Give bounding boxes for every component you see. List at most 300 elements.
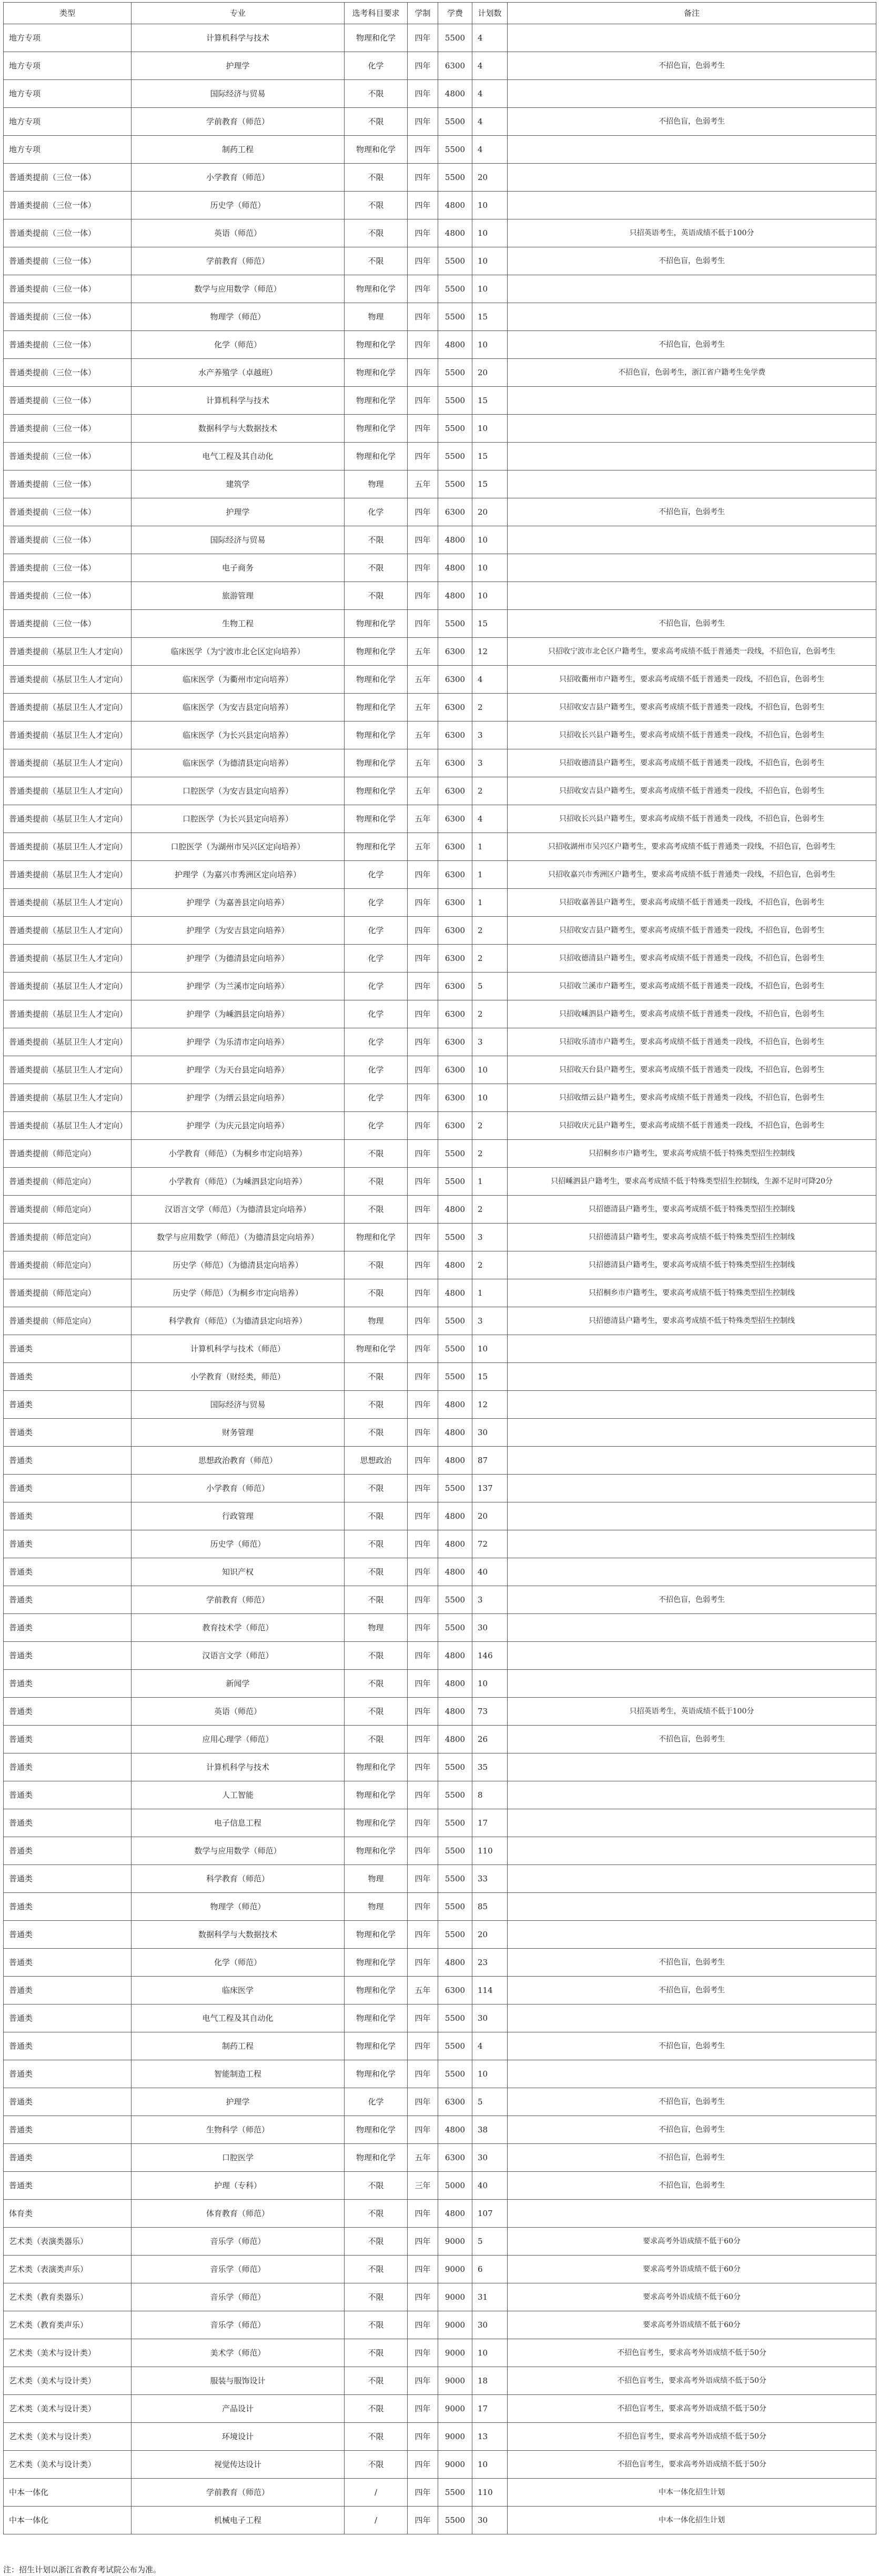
table-row: [4, 24, 876, 52]
cell-plan-count: 20: [472, 1502, 508, 1530]
cell-remarks: [508, 1837, 876, 1865]
cell-tuition: 4800: [438, 1642, 472, 1670]
cell-tuition: 5500: [438, 24, 472, 52]
cell-tuition: 6300: [438, 805, 472, 833]
table-row: [4, 108, 876, 136]
cell-subject-requirement: 物理和化学: [345, 275, 408, 303]
cell-type: 普通类: [4, 1502, 132, 1530]
cell-tuition: 4800: [438, 1502, 472, 1530]
cell-tuition: 5500: [438, 1363, 472, 1391]
table-row: [4, 1391, 876, 1419]
cell-type: 普通类: [4, 1726, 132, 1753]
cell-duration: 四年: [408, 1614, 438, 1642]
cell-remarks: [508, 2004, 876, 2032]
cell-subject-requirement: 物理和化学: [345, 1753, 408, 1781]
table-row: [4, 1224, 876, 1251]
cell-remarks: 不招色盲，色弱考生: [508, 1726, 876, 1753]
table-row: [4, 1502, 876, 1530]
cell-remarks: 不招色盲，色弱考生: [508, 108, 876, 136]
cell-plan-count: 23: [472, 1949, 508, 1977]
cell-type: 普通类提前（基层卫生人才定向）: [4, 861, 132, 889]
cell-plan-count: 110: [472, 1837, 508, 1865]
cell-duration: 四年: [408, 247, 438, 275]
cell-duration: 四年: [408, 582, 438, 610]
cell-tuition: 6300: [438, 638, 472, 666]
table-row: [4, 164, 876, 192]
cell-subject-requirement: 不限: [345, 1586, 408, 1614]
cell-plan-count: 4: [472, 805, 508, 833]
cell-remarks: 只招桐乡市户籍考生，要求高考成绩不低于特殊类型招生控制线: [508, 1140, 876, 1168]
header-plan-count: 计划数: [472, 3, 508, 24]
cell-subject-requirement: 物理: [345, 1614, 408, 1642]
cell-tuition: 5500: [438, 1475, 472, 1502]
cell-tuition: 5500: [438, 1893, 472, 1921]
cell-plan-count: 17: [472, 1809, 508, 1837]
cell-remarks: 只招收嘉兴市秀洲区户籍考生，要求高考成绩不低于普通类一段线，不招色盲，色弱考生: [508, 861, 876, 889]
cell-tuition: 6300: [438, 861, 472, 889]
cell-remarks: 不招色盲，色弱考生: [508, 1949, 876, 1977]
table-row: [4, 359, 876, 387]
header-duration: 学制: [408, 3, 438, 24]
cell-plan-count: 1: [472, 861, 508, 889]
cell-duration: 四年: [408, 2367, 438, 2395]
cell-plan-count: 10: [472, 219, 508, 247]
table-row: [4, 470, 876, 498]
cell-remarks: 只招收德清县户籍考生，要求高考成绩不低于普通类一段线，不招色盲，色弱考生: [508, 945, 876, 973]
cell-duration: 四年: [408, 80, 438, 108]
cell-type: 普通类提前（三位一体）: [4, 498, 132, 526]
cell-subject-requirement: 不限: [345, 108, 408, 136]
table-row: [4, 1893, 876, 1921]
cell-tuition: 9000: [438, 2228, 472, 2256]
cell-plan-count: 17: [472, 2395, 508, 2423]
cell-major: 科学教育（师范）（为德清县定向培养）: [132, 1307, 345, 1335]
cell-subject-requirement: 不限: [345, 2451, 408, 2479]
cell-major: 历史学（师范）: [132, 1530, 345, 1558]
cell-plan-count: 26: [472, 1726, 508, 1753]
table-header-row: [4, 3, 876, 24]
cell-type: 普通类提前（基层卫生人才定向）: [4, 721, 132, 749]
cell-duration: 四年: [408, 1000, 438, 1028]
cell-remarks: 不招色盲，色弱考生: [508, 1586, 876, 1614]
cell-duration: 四年: [408, 359, 438, 387]
cell-tuition: 5500: [438, 1781, 472, 1809]
cell-remarks: [508, 387, 876, 415]
table-row: [4, 52, 876, 80]
cell-duration: 四年: [408, 1196, 438, 1224]
cell-tuition: 4800: [438, 526, 472, 554]
cell-remarks: 不招色盲，色弱考生: [508, 610, 876, 638]
cell-subject-requirement: 思想政治: [345, 1447, 408, 1475]
cell-major: 口腔医学（为湖州市吴兴区定向培养）: [132, 833, 345, 861]
cell-plan-count: 30: [472, 2507, 508, 2534]
cell-major: 数学与应用数学（师范）: [132, 275, 345, 303]
cell-tuition: 6300: [438, 945, 472, 973]
cell-subject-requirement: 物理: [345, 470, 408, 498]
cell-remarks: [508, 192, 876, 219]
cell-tuition: 4800: [438, 1949, 472, 1977]
cell-subject-requirement: 化学: [345, 917, 408, 945]
cell-remarks: [508, 1614, 876, 1642]
table-row: [4, 2116, 876, 2144]
cell-subject-requirement: 不限: [345, 2228, 408, 2256]
cell-remarks: [508, 1809, 876, 1837]
cell-type: 普通类提前（基层卫生人才定向）: [4, 945, 132, 973]
table-row: [4, 219, 876, 247]
cell-subject-requirement: 不限: [345, 1698, 408, 1726]
cell-plan-count: 12: [472, 1391, 508, 1419]
cell-major: 生物工程: [132, 610, 345, 638]
cell-subject-requirement: 化学: [345, 1000, 408, 1028]
cell-tuition: 6300: [438, 2088, 472, 2116]
cell-plan-count: 3: [472, 749, 508, 777]
cell-duration: 五年: [408, 721, 438, 749]
cell-remarks: 不招色盲考生，要求高考外语成绩不低于50分: [508, 2367, 876, 2395]
cell-duration: 四年: [408, 2311, 438, 2339]
table-row: [4, 777, 876, 805]
table-row: [4, 889, 876, 917]
cell-duration: 四年: [408, 219, 438, 247]
cell-subject-requirement: 不限: [345, 1196, 408, 1224]
cell-tuition: 6300: [438, 52, 472, 80]
cell-subject-requirement: 不限: [345, 2367, 408, 2395]
cell-subject-requirement: 物理和化学: [345, 1781, 408, 1809]
table-row: [4, 1196, 876, 1224]
cell-tuition: 4800: [438, 1279, 472, 1307]
cell-major: 国际经济与贸易: [132, 80, 345, 108]
cell-type: 普通类提前（基层卫生人才定向）: [4, 889, 132, 917]
cell-type: 普通类提前（三位一体）: [4, 192, 132, 219]
table-row: [4, 582, 876, 610]
table-row: [4, 2228, 876, 2256]
cell-type: 普通类提前（师范定向）: [4, 1251, 132, 1279]
cell-duration: 四年: [408, 1279, 438, 1307]
cell-type: 中本一体化: [4, 2479, 132, 2507]
cell-subject-requirement: 不限: [345, 1391, 408, 1419]
cell-subject-requirement: 物理和化学: [345, 331, 408, 359]
cell-type: 艺术类（表演类声乐）: [4, 2256, 132, 2283]
cell-remarks: [508, 275, 876, 303]
cell-remarks: 只招收宁波市北仑区户籍考生，要求高考成绩不低于普通类一段线，不招色盲，色弱考生: [508, 638, 876, 666]
cell-remarks: [508, 1558, 876, 1586]
table-row: [4, 833, 876, 861]
cell-plan-count: 3: [472, 721, 508, 749]
cell-remarks: [508, 526, 876, 554]
cell-remarks: 不招色盲考生，要求高考外语成绩不低于50分: [508, 2451, 876, 2479]
cell-duration: 四年: [408, 443, 438, 470]
table-row: [4, 1251, 876, 1279]
table-row: [4, 1307, 876, 1335]
cell-major: 数据科学与大数据技术: [132, 1921, 345, 1949]
cell-duration: 四年: [408, 973, 438, 1000]
cell-plan-count: 18: [472, 2367, 508, 2395]
cell-subject-requirement: 化学: [345, 1112, 408, 1140]
table-row: [4, 2060, 876, 2088]
cell-duration: 四年: [408, 1921, 438, 1949]
cell-subject-requirement: /: [345, 2507, 408, 2534]
cell-remarks: [508, 1447, 876, 1475]
table-row: [4, 1921, 876, 1949]
header-subject-requirement: 选考科目要求: [345, 3, 408, 24]
cell-plan-count: 4: [472, 52, 508, 80]
cell-duration: 四年: [408, 1391, 438, 1419]
cell-major: 化学（师范）: [132, 331, 345, 359]
cell-plan-count: 107: [472, 2200, 508, 2228]
cell-tuition: 6300: [438, 833, 472, 861]
cell-type: 普通类: [4, 1642, 132, 1670]
cell-duration: 四年: [408, 1224, 438, 1251]
table-row: [4, 1949, 876, 1977]
cell-major: 临床医学（为衢州市定向培养）: [132, 666, 345, 694]
cell-subject-requirement: 物理和化学: [345, 387, 408, 415]
cell-remarks: [508, 554, 876, 582]
cell-tuition: 5500: [438, 247, 472, 275]
cell-remarks: 只招收安吉县户籍考生，要求高考成绩不低于普通类一段线，不招色盲，色弱考生: [508, 917, 876, 945]
table-row: [4, 2200, 876, 2228]
cell-remarks: 不招色盲，色弱考生: [508, 2032, 876, 2060]
cell-subject-requirement: 化学: [345, 861, 408, 889]
cell-plan-count: 20: [472, 359, 508, 387]
cell-type: 普通类提前（三位一体）: [4, 526, 132, 554]
cell-subject-requirement: 不限: [345, 2339, 408, 2367]
cell-subject-requirement: 物理和化学: [345, 749, 408, 777]
cell-remarks: 只招德清县户籍考生，要求高考成绩不低于特殊类型招生控制线: [508, 1251, 876, 1279]
cell-major: 汉语言文学（师范）（为德清县定向培养）: [132, 1196, 345, 1224]
cell-duration: 四年: [408, 861, 438, 889]
cell-tuition: 6300: [438, 973, 472, 1000]
cell-duration: 四年: [408, 2339, 438, 2367]
cell-major: 物理学（师范）: [132, 1893, 345, 1921]
table-row: [4, 303, 876, 331]
cell-duration: 四年: [408, 889, 438, 917]
cell-plan-count: 110: [472, 2479, 508, 2507]
cell-duration: 四年: [408, 1949, 438, 1977]
cell-major: 小学教育（财经类，师范）: [132, 1363, 345, 1391]
cell-remarks: 只招收长兴县户籍考生，要求高考成绩不低于普通类一段线，不招色盲，色弱考生: [508, 721, 876, 749]
cell-duration: 四年: [408, 1084, 438, 1112]
cell-remarks: [508, 164, 876, 192]
table-row: [4, 1726, 876, 1753]
cell-type: 普通类提前（三位一体）: [4, 582, 132, 610]
table-row: [4, 805, 876, 833]
cell-major: 计算机科学与技术: [132, 387, 345, 415]
cell-type: 普通类: [4, 1335, 132, 1363]
cell-remarks: 不招色盲，色弱考生，浙江省户籍考生免学费: [508, 359, 876, 387]
cell-type: 普通类: [4, 1949, 132, 1977]
enrollment-plan-table: [3, 2, 876, 2534]
table-row: [4, 1168, 876, 1196]
cell-plan-count: 10: [472, 554, 508, 582]
cell-type: 艺术类（教育类声乐）: [4, 2311, 132, 2339]
cell-plan-count: 10: [472, 275, 508, 303]
cell-tuition: 4800: [438, 1670, 472, 1698]
cell-duration: 四年: [408, 1307, 438, 1335]
cell-tuition: 4800: [438, 1196, 472, 1224]
cell-subject-requirement: 物理和化学: [345, 638, 408, 666]
cell-duration: 五年: [408, 833, 438, 861]
table-row: [4, 498, 876, 526]
cell-plan-count: 4: [472, 108, 508, 136]
cell-duration: 四年: [408, 1893, 438, 1921]
cell-remarks: [508, 443, 876, 470]
cell-remarks: 只招收德清县户籍考生，要求高考成绩不低于普通类一段线，不招色盲，色弱考生: [508, 749, 876, 777]
cell-tuition: 5500: [438, 2004, 472, 2032]
cell-subject-requirement: 不限: [345, 582, 408, 610]
table-row: [4, 443, 876, 470]
cell-type: 普通类提前（三位一体）: [4, 275, 132, 303]
cell-subject-requirement: 不限: [345, 526, 408, 554]
cell-remarks: [508, 1865, 876, 1893]
cell-remarks: 只招收衢州市户籍考生，要求高考成绩不低于普通类一段线，不招色盲，色弱考生: [508, 666, 876, 694]
cell-subject-requirement: 化学: [345, 498, 408, 526]
cell-type: 艺术类（表演类器乐）: [4, 2228, 132, 2256]
cell-plan-count: 5: [472, 2088, 508, 2116]
cell-duration: 四年: [408, 387, 438, 415]
table-row: [4, 1335, 876, 1363]
table-row: [4, 1363, 876, 1391]
cell-tuition: 6300: [438, 1977, 472, 2004]
cell-subject-requirement: 不限: [345, 164, 408, 192]
cell-subject-requirement: 化学: [345, 973, 408, 1000]
cell-tuition: 6300: [438, 721, 472, 749]
cell-major: 护理学（为兰溪市定向培养）: [132, 973, 345, 1000]
cell-tuition: 6300: [438, 2144, 472, 2172]
cell-plan-count: 3: [472, 1224, 508, 1251]
table-row: [4, 1084, 876, 1112]
cell-major: 英语（师范）: [132, 1698, 345, 1726]
cell-major: 临床医学（为宁波市北仑区定向培养）: [132, 638, 345, 666]
cell-major: 物理学（师范）: [132, 303, 345, 331]
table-row: [4, 387, 876, 415]
cell-tuition: 6300: [438, 777, 472, 805]
cell-plan-count: 38: [472, 2116, 508, 2144]
cell-remarks: [508, 1391, 876, 1419]
cell-remarks: [508, 24, 876, 52]
cell-remarks: [508, 1921, 876, 1949]
cell-remarks: [508, 1530, 876, 1558]
cell-tuition: 5500: [438, 1865, 472, 1893]
cell-type: 普通类提前（三位一体）: [4, 554, 132, 582]
cell-remarks: [508, 1781, 876, 1809]
table-row: [4, 2423, 876, 2451]
cell-tuition: 9000: [438, 2256, 472, 2283]
cell-plan-count: 146: [472, 1642, 508, 1670]
cell-subject-requirement: 不限: [345, 1475, 408, 1502]
cell-duration: 四年: [408, 1475, 438, 1502]
cell-type: 普通类提前（师范定向）: [4, 1168, 132, 1196]
cell-remarks: [508, 470, 876, 498]
cell-major: 人工智能: [132, 1781, 345, 1809]
cell-plan-count: 2: [472, 917, 508, 945]
cell-tuition: 9000: [438, 2423, 472, 2451]
cell-type: 普通类提前（师范定向）: [4, 1224, 132, 1251]
cell-tuition: 6300: [438, 1028, 472, 1056]
cell-major: 音乐学（师范）: [132, 2283, 345, 2311]
cell-plan-count: 8: [472, 1781, 508, 1809]
cell-duration: 四年: [408, 415, 438, 443]
cell-major: 科学教育（师范）: [132, 1865, 345, 1893]
cell-type: 普通类提前（师范定向）: [4, 1140, 132, 1168]
cell-tuition: 5500: [438, 1586, 472, 1614]
cell-type: 体育类: [4, 2200, 132, 2228]
cell-tuition: 4800: [438, 554, 472, 582]
cell-type: 普通类: [4, 1753, 132, 1781]
cell-type: 普通类提前（三位一体）: [4, 470, 132, 498]
cell-major: 小学教育（师范）: [132, 164, 345, 192]
cell-remarks: 只招桐乡市户籍考生，要求高考成绩不低于特殊类型招生控制线: [508, 1279, 876, 1307]
cell-tuition: 6300: [438, 666, 472, 694]
table-row: [4, 1781, 876, 1809]
cell-tuition: 5500: [438, 1753, 472, 1781]
cell-major: 历史学（师范）（为德清县定向培养）: [132, 1251, 345, 1279]
table-row: [4, 2172, 876, 2200]
cell-duration: 四年: [408, 24, 438, 52]
cell-duration: 四年: [408, 2004, 438, 2032]
cell-plan-count: 73: [472, 1698, 508, 1726]
cell-subject-requirement: 物理和化学: [345, 1949, 408, 1977]
cell-plan-count: 1: [472, 1168, 508, 1196]
cell-type: 普通类提前（三位一体）: [4, 359, 132, 387]
cell-type: 普通类提前（基层卫生人才定向）: [4, 833, 132, 861]
cell-major: 电气工程及其自动化: [132, 443, 345, 470]
cell-duration: 四年: [408, 2479, 438, 2507]
cell-plan-count: 2: [472, 1000, 508, 1028]
cell-major: 临床医学（为德清县定向培养）: [132, 749, 345, 777]
cell-duration: 四年: [408, 2423, 438, 2451]
cell-subject-requirement: 物理和化学: [345, 833, 408, 861]
cell-major: 视觉传达设计: [132, 2451, 345, 2479]
cell-duration: 四年: [408, 1586, 438, 1614]
cell-major: 临床医学: [132, 1977, 345, 2004]
cell-plan-count: 137: [472, 1475, 508, 1502]
cell-tuition: 6300: [438, 1056, 472, 1084]
cell-major: 旅游管理: [132, 582, 345, 610]
cell-duration: 五年: [408, 694, 438, 721]
cell-duration: 四年: [408, 2228, 438, 2256]
cell-tuition: 5500: [438, 1921, 472, 1949]
cell-tuition: 5500: [438, 470, 472, 498]
cell-plan-count: 30: [472, 1614, 508, 1642]
cell-subject-requirement: 物理和化学: [345, 1335, 408, 1363]
cell-type: 普通类: [4, 1865, 132, 1893]
cell-duration: 四年: [408, 1558, 438, 1586]
cell-major: 护理学（为天台县定向培养）: [132, 1056, 345, 1084]
cell-subject-requirement: 不限: [345, 1168, 408, 1196]
cell-type: 普通类提前（基层卫生人才定向）: [4, 749, 132, 777]
cell-remarks: 不招色盲，色弱考生: [508, 2172, 876, 2200]
cell-type: 艺术类（教育类器乐）: [4, 2283, 132, 2311]
table-row: [4, 1447, 876, 1475]
cell-major: 历史学（师范）: [132, 192, 345, 219]
cell-tuition: 5500: [438, 1614, 472, 1642]
cell-remarks: 只招收乐清市户籍考生，要求高考成绩不低于普通类一段线，不招色盲，色弱考生: [508, 1028, 876, 1056]
cell-remarks: [508, 1670, 876, 1698]
cell-subject-requirement: 不限: [345, 80, 408, 108]
cell-major: 小学教育（师范）（为桐乡市定向培养）: [132, 1140, 345, 1168]
cell-major: 美术学（师范）: [132, 2339, 345, 2367]
cell-subject-requirement: 化学: [345, 945, 408, 973]
table-row: [4, 1586, 876, 1614]
cell-subject-requirement: 化学: [345, 2088, 408, 2116]
cell-major: 护理学（为乐清市定向培养）: [132, 1028, 345, 1056]
cell-tuition: 5500: [438, 2032, 472, 2060]
cell-duration: 四年: [408, 303, 438, 331]
cell-subject-requirement: 不限: [345, 1530, 408, 1558]
cell-major: 教育技术学（师范）: [132, 1614, 345, 1642]
table-row: [4, 1558, 876, 1586]
cell-type: 艺术类（美术与设计类）: [4, 2395, 132, 2423]
cell-type: 普通类: [4, 1977, 132, 2004]
